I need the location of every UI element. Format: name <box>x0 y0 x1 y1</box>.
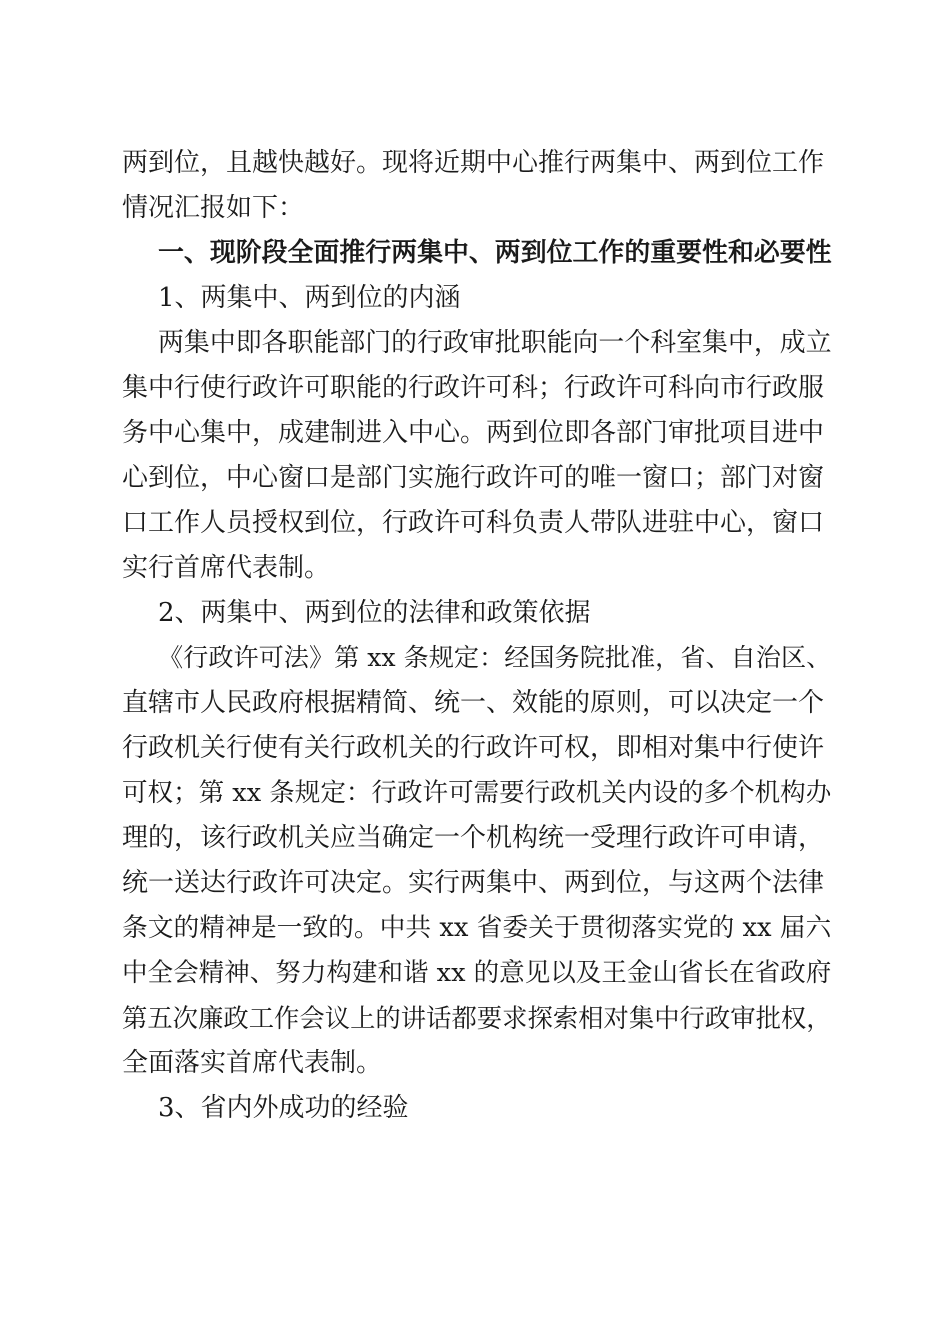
paragraph-line: 第五次廉政工作会议上的讲话都要求探索相对集中行政审批权， <box>122 1003 832 1033</box>
paragraph-line: 情况汇报如下： <box>122 193 305 223</box>
subsection-heading: 2、两集中、两到位的法律和政策依据 <box>158 598 591 628</box>
paragraph-line: 条文的精神是一致的。中共 xx 省委关于贯彻落实党的 xx 届六 <box>122 913 832 943</box>
paragraph-line: 直辖市人民政府根据精简、统一、效能的原则，可以决定一个 <box>122 688 825 718</box>
paragraph-line: 中全会精神、努力构建和谐 xx 的意见以及王金山省长在省政府 <box>122 958 832 988</box>
paragraph-line: 统一送达行政许可决定。实行两集中、两到位，与这两个法律 <box>122 868 825 898</box>
paragraph-line: 两集中即各职能部门的行政审批职能向一个科室集中，成立 <box>158 328 832 358</box>
paragraph-line: 理的，该行政机关应当确定一个机构统一受理行政许可申请， <box>122 823 825 853</box>
paragraph-line: 心到位，中心窗口是部门实施行政许可的唯一窗口；部门对窗 <box>122 463 825 493</box>
section-heading: 一、现阶段全面推行两集中、两到位工作的重要性和必要性 <box>158 238 832 268</box>
paragraph-line: 行政机关行使有关行政机关的行政许可权，即相对集中行使许 <box>122 733 825 763</box>
subsection-heading: 3、省内外成功的经验 <box>158 1093 409 1123</box>
paragraph-line: 口工作人员授权到位，行政许可科负责人带队进驻中心，窗口 <box>122 508 825 538</box>
paragraph-line: 两到位，且越快越好。现将近期中心推行两集中、两到位工作 <box>122 148 825 178</box>
paragraph-line: 全面落实首席代表制。 <box>122 1048 383 1078</box>
paragraph-line: 务中心集中，成建制进入中心。两到位即各部门审批项目进中 <box>122 418 825 448</box>
paragraph-line: 实行首席代表制。 <box>122 553 331 583</box>
subsection-heading: 1、两集中、两到位的内涵 <box>158 283 461 313</box>
paragraph-line: 《行政许可法》第 xx 条规定：经国务院批准，省、自治区、 <box>158 643 832 672</box>
paragraph-line: 集中行使行政许可职能的行政许可科；行政许可科向市行政服 <box>122 373 825 403</box>
paragraph-line: 可权；第 xx 条规定：行政许可需要行政机关内设的多个机构办 <box>122 778 832 808</box>
